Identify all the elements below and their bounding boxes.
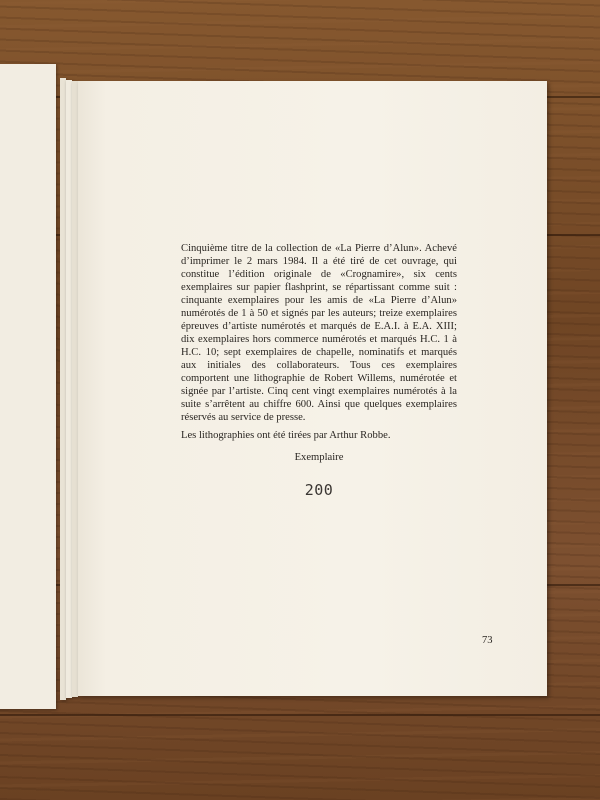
book-page xyxy=(78,81,547,696)
lithographs-credit: Les lithographies ont été tirées par Arthur Robbe. xyxy=(181,430,391,441)
exemplaire-label: Exemplaire xyxy=(294,452,344,463)
copy-number: 200 xyxy=(304,481,334,499)
wood-plank-seam xyxy=(0,714,600,716)
page-number: 73 xyxy=(482,635,493,646)
colophon-text: Cinquième titre de la collection de «La Pierre d’Alun». Achevé d’imprimer le 2 mars 1984. Il a été tiré de cet ouvrage, qui constitue l’édition originale de «Crognamire», six cents exemplaires sur papier flashprint, se répartissant comme suit : cinquante exemplaires pour les amis de «La Pierre d’Alun» numérotés de 1 à 50 et signés par les auteurs; treize exemplaires épreuves d’artiste numérotés et marqués de E.A.I. à E.A. XIII; dix exemplaires hors commerce numérotés et marqués H.C. 1 à H.C. 10; sept exemplaires de chapelle, nominatifs et marqués aux initiales des collaborateurs. Tous ces exemplaires comportent une lithographie de Robert Willems, numérotée et signée par l’artiste. Cinq cent vingt exemplaires numérotés à la suite s’arrêtent au chiffre 600. Ainsi que quelques exemplaires réservés au service de presse. xyxy=(181,243,457,423)
left-page-edge xyxy=(0,64,56,709)
